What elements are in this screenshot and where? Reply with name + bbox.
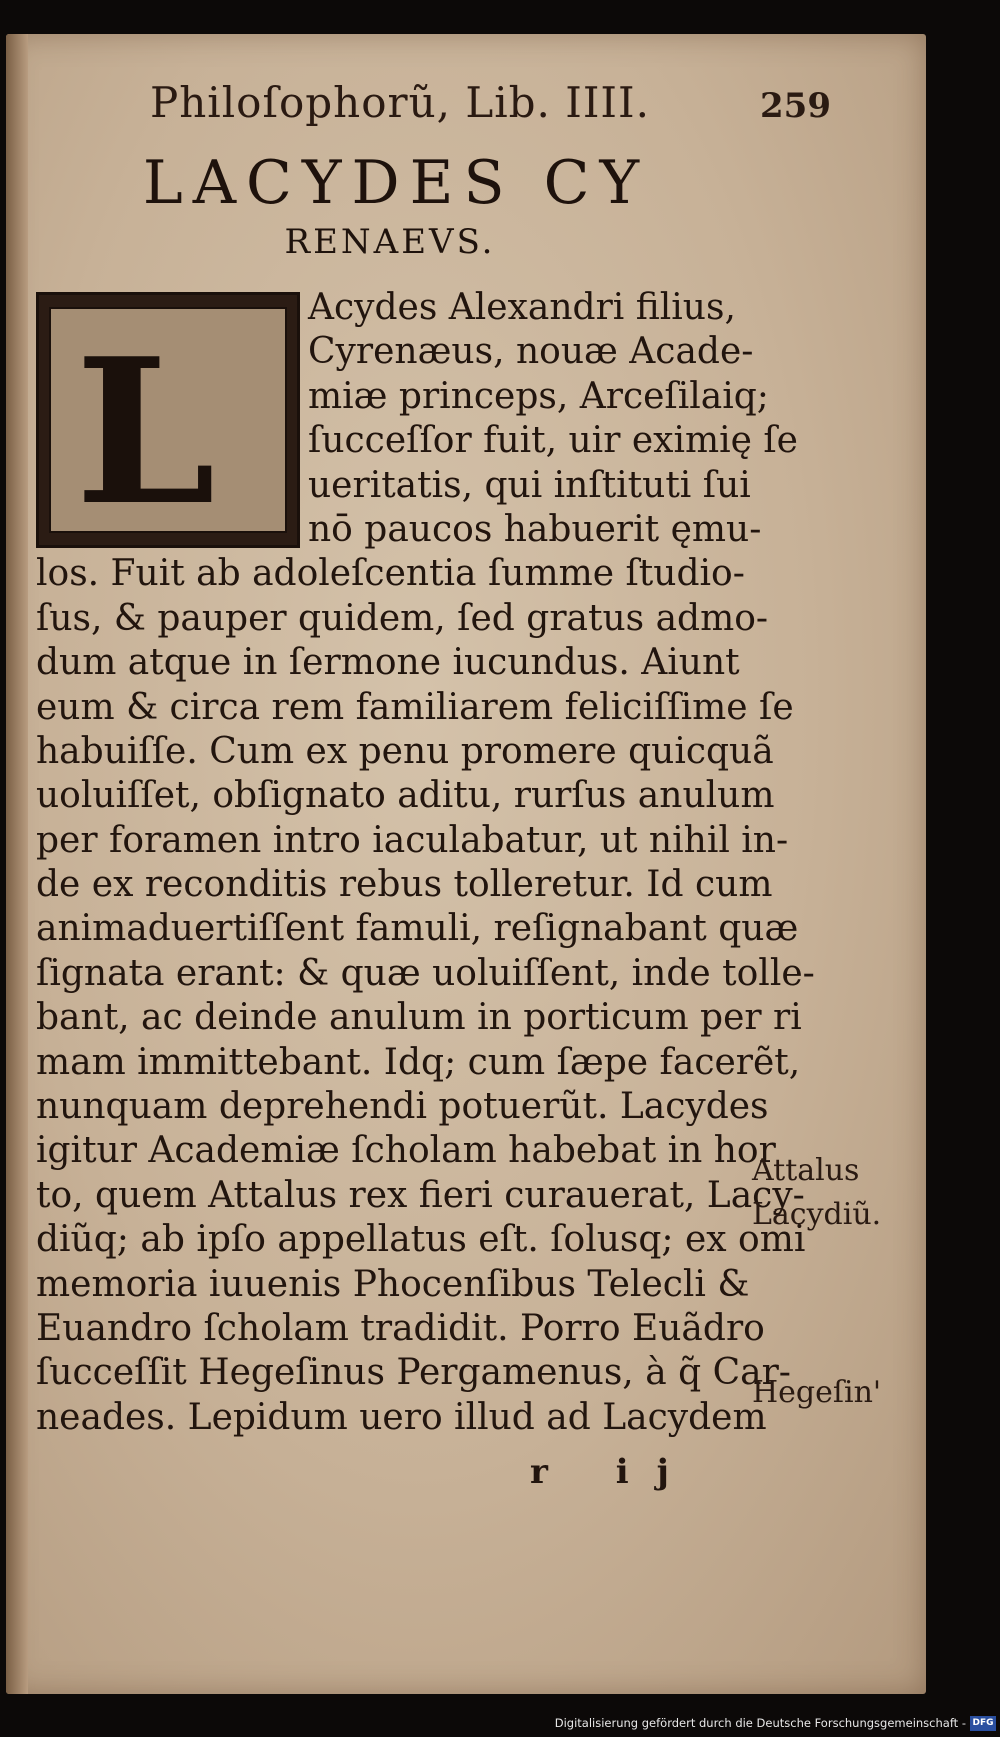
margin-note: Lacydiũ. xyxy=(752,1197,882,1233)
text-line: animaduertiſſent famuli, reſignabant quæ xyxy=(36,908,799,950)
initial-letter: L xyxy=(75,315,216,550)
text-line: memoria iuuenis Phocenſibus Telecli & xyxy=(36,1263,750,1305)
text-line: mam immittebant. Idq; cum ſæpe facerẽt, xyxy=(36,1041,801,1083)
text-line: diũq; ab ipſo appellatus eſt. ſolusq; ex omi xyxy=(36,1219,806,1261)
margin-note xyxy=(752,1285,902,1329)
text-line: Cyrenæus, nouæ Acade- xyxy=(308,331,754,373)
text-line: ueritatis, qui inſtituti ſui xyxy=(308,464,751,506)
text-line: neades. Lepidum uero illud ad Lacydem xyxy=(36,1396,767,1438)
text-line: dum atque in ſermone iucundus. Aiunt xyxy=(36,642,740,684)
margin-note xyxy=(752,1330,902,1374)
page-gutter xyxy=(6,34,28,1694)
margin-note: Hegeſin' xyxy=(752,1374,882,1410)
text-line: eum & circa rem familiarem feliciſſime ſe xyxy=(36,686,794,728)
text-line: ſucceſſit Hegeſinus Pergamenus, à q̃ Car- xyxy=(36,1352,791,1394)
text-line: ſus, & pauper quidem, ſed gratus admo- xyxy=(36,597,769,639)
text-line: Acydes Alexandri filius, xyxy=(308,287,736,328)
text-line: nunquam deprehendi potuerũt. Lacydes xyxy=(36,1086,769,1128)
text-line: bant, ac deinde anulum in porticum per ri xyxy=(36,997,802,1039)
text-line: miæ princeps, Arceſilaiq; xyxy=(308,375,769,417)
dfg-logo: DFG xyxy=(970,1716,996,1731)
text-line: habuiſſe. Cum ex penu promere quicquã xyxy=(36,730,774,772)
text-line: de ex reconditis rebus tolleretur. Id cum xyxy=(36,864,773,906)
signature-mark: r ij xyxy=(530,1452,697,1492)
body-text xyxy=(36,286,815,1440)
text-line: ſignata erant: & quæ uoluiſſent, inde tolle- xyxy=(36,952,815,994)
text-line: Euandro ſcholam tradidit. Porro Euãdro xyxy=(36,1307,765,1349)
chapter-title-line-2: RENAEVS. xyxy=(284,222,496,262)
page-number: 259 xyxy=(760,86,831,126)
margin-note xyxy=(752,1241,902,1285)
text-line: ſucceſſor fuit, uir eximię ſe xyxy=(308,420,798,462)
running-head: Philoſophorũ, Lib. IIII. xyxy=(150,78,650,127)
text-line: nō paucos habuerit ęmu- xyxy=(308,508,762,550)
chapter-title-line-1: LACYDES CY xyxy=(142,148,650,218)
margin-note: Attalus xyxy=(752,1153,860,1188)
text-line: to, quem Attalus rex fieri curauerat, Lacy- xyxy=(36,1174,805,1216)
text-line: uoluiſſet, obſignato aditu, rurſus anulum xyxy=(36,775,775,817)
text-line: los. Fuit ab adoleſcentia ſumme ſtudio- xyxy=(36,553,745,595)
digitization-credit: Digitalisierung gefördert durch die Deutsche Forschungsgemeinschaft - xyxy=(554,1716,966,1730)
text-line: igitur Academiæ ſcholam habebat in hor xyxy=(36,1130,776,1172)
text-line: per foramen intro iaculabatur, ut nihil in- xyxy=(36,819,789,861)
marginal-notes xyxy=(752,1152,902,1418)
